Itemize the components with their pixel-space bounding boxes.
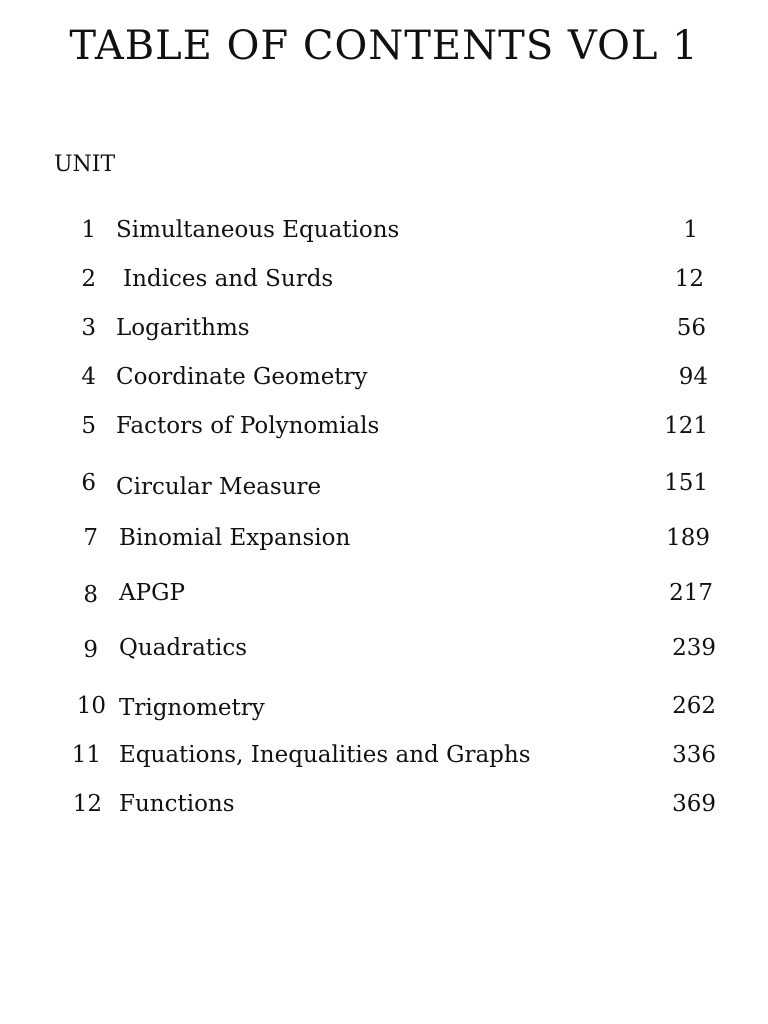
toc-entry-title: Coordinate Geometry: [116, 364, 368, 390]
toc-entry: [0, 738, 768, 772]
toc-entry: [0, 631, 768, 665]
toc-entry-title: Indices and Surds: [123, 266, 334, 292]
toc-entry-title: Factors of Polynomials: [116, 413, 380, 439]
toc-unit-number: 1: [81, 217, 96, 243]
toc-page-number: 217: [669, 580, 713, 606]
toc-entry: [0, 787, 768, 821]
toc-entry: [0, 311, 768, 345]
toc-page-number: 1: [683, 217, 698, 243]
toc-entry: [0, 468, 768, 502]
toc-entry: [0, 213, 768, 247]
toc-entry-title: Functions: [119, 791, 235, 817]
toc-entry-title: Quadratics: [119, 635, 248, 661]
toc-page-number: 369: [672, 791, 716, 817]
toc-page-number: 121: [664, 413, 708, 439]
toc-entry-title: Trignometry: [119, 695, 265, 721]
toc-page-number: 94: [678, 364, 708, 390]
toc-unit-number: 8: [83, 582, 98, 608]
toc-unit-number: 10: [76, 693, 106, 719]
toc-entry: [0, 409, 768, 443]
toc-entry: [0, 576, 768, 610]
toc-page-number: 151: [664, 470, 708, 496]
toc-unit-number: 9: [83, 637, 98, 663]
toc-entry-title: Simultaneous Equations: [116, 217, 400, 243]
toc-entry: [0, 360, 768, 394]
toc-unit-number: 3: [81, 315, 96, 341]
toc-unit-number: 6: [81, 470, 96, 496]
toc-entry-title: APGP: [119, 580, 185, 606]
toc-page-number: 262: [672, 693, 716, 719]
toc-page-number: 56: [676, 315, 706, 341]
toc-entry: [0, 689, 768, 723]
toc-entry-title: Circular Measure: [116, 474, 322, 500]
toc-page-number: 239: [672, 635, 716, 661]
toc-page-number: 12: [674, 266, 704, 292]
toc-entry-title: Binomial Expansion: [119, 525, 351, 551]
toc-unit-number: 11: [71, 742, 101, 768]
toc-unit-number: 4: [81, 364, 96, 390]
toc-entry: [0, 521, 768, 555]
page-title: TABLE OF CONTENTS VOL 1: [69, 23, 699, 69]
toc-entry-title: Logarithms: [116, 315, 250, 341]
unit-column-label: UNIT: [54, 152, 116, 177]
toc-unit-number: 7: [83, 525, 98, 551]
toc-entry-title: Equations, Inequalities and Graphs: [119, 742, 531, 768]
toc-page-number: 336: [672, 742, 716, 768]
toc-unit-number: 5: [81, 413, 96, 439]
toc-page-number: 189: [666, 525, 710, 551]
toc-unit-number: 12: [72, 791, 102, 817]
toc-entry: [0, 262, 768, 296]
toc-unit-number: 2: [81, 266, 96, 292]
